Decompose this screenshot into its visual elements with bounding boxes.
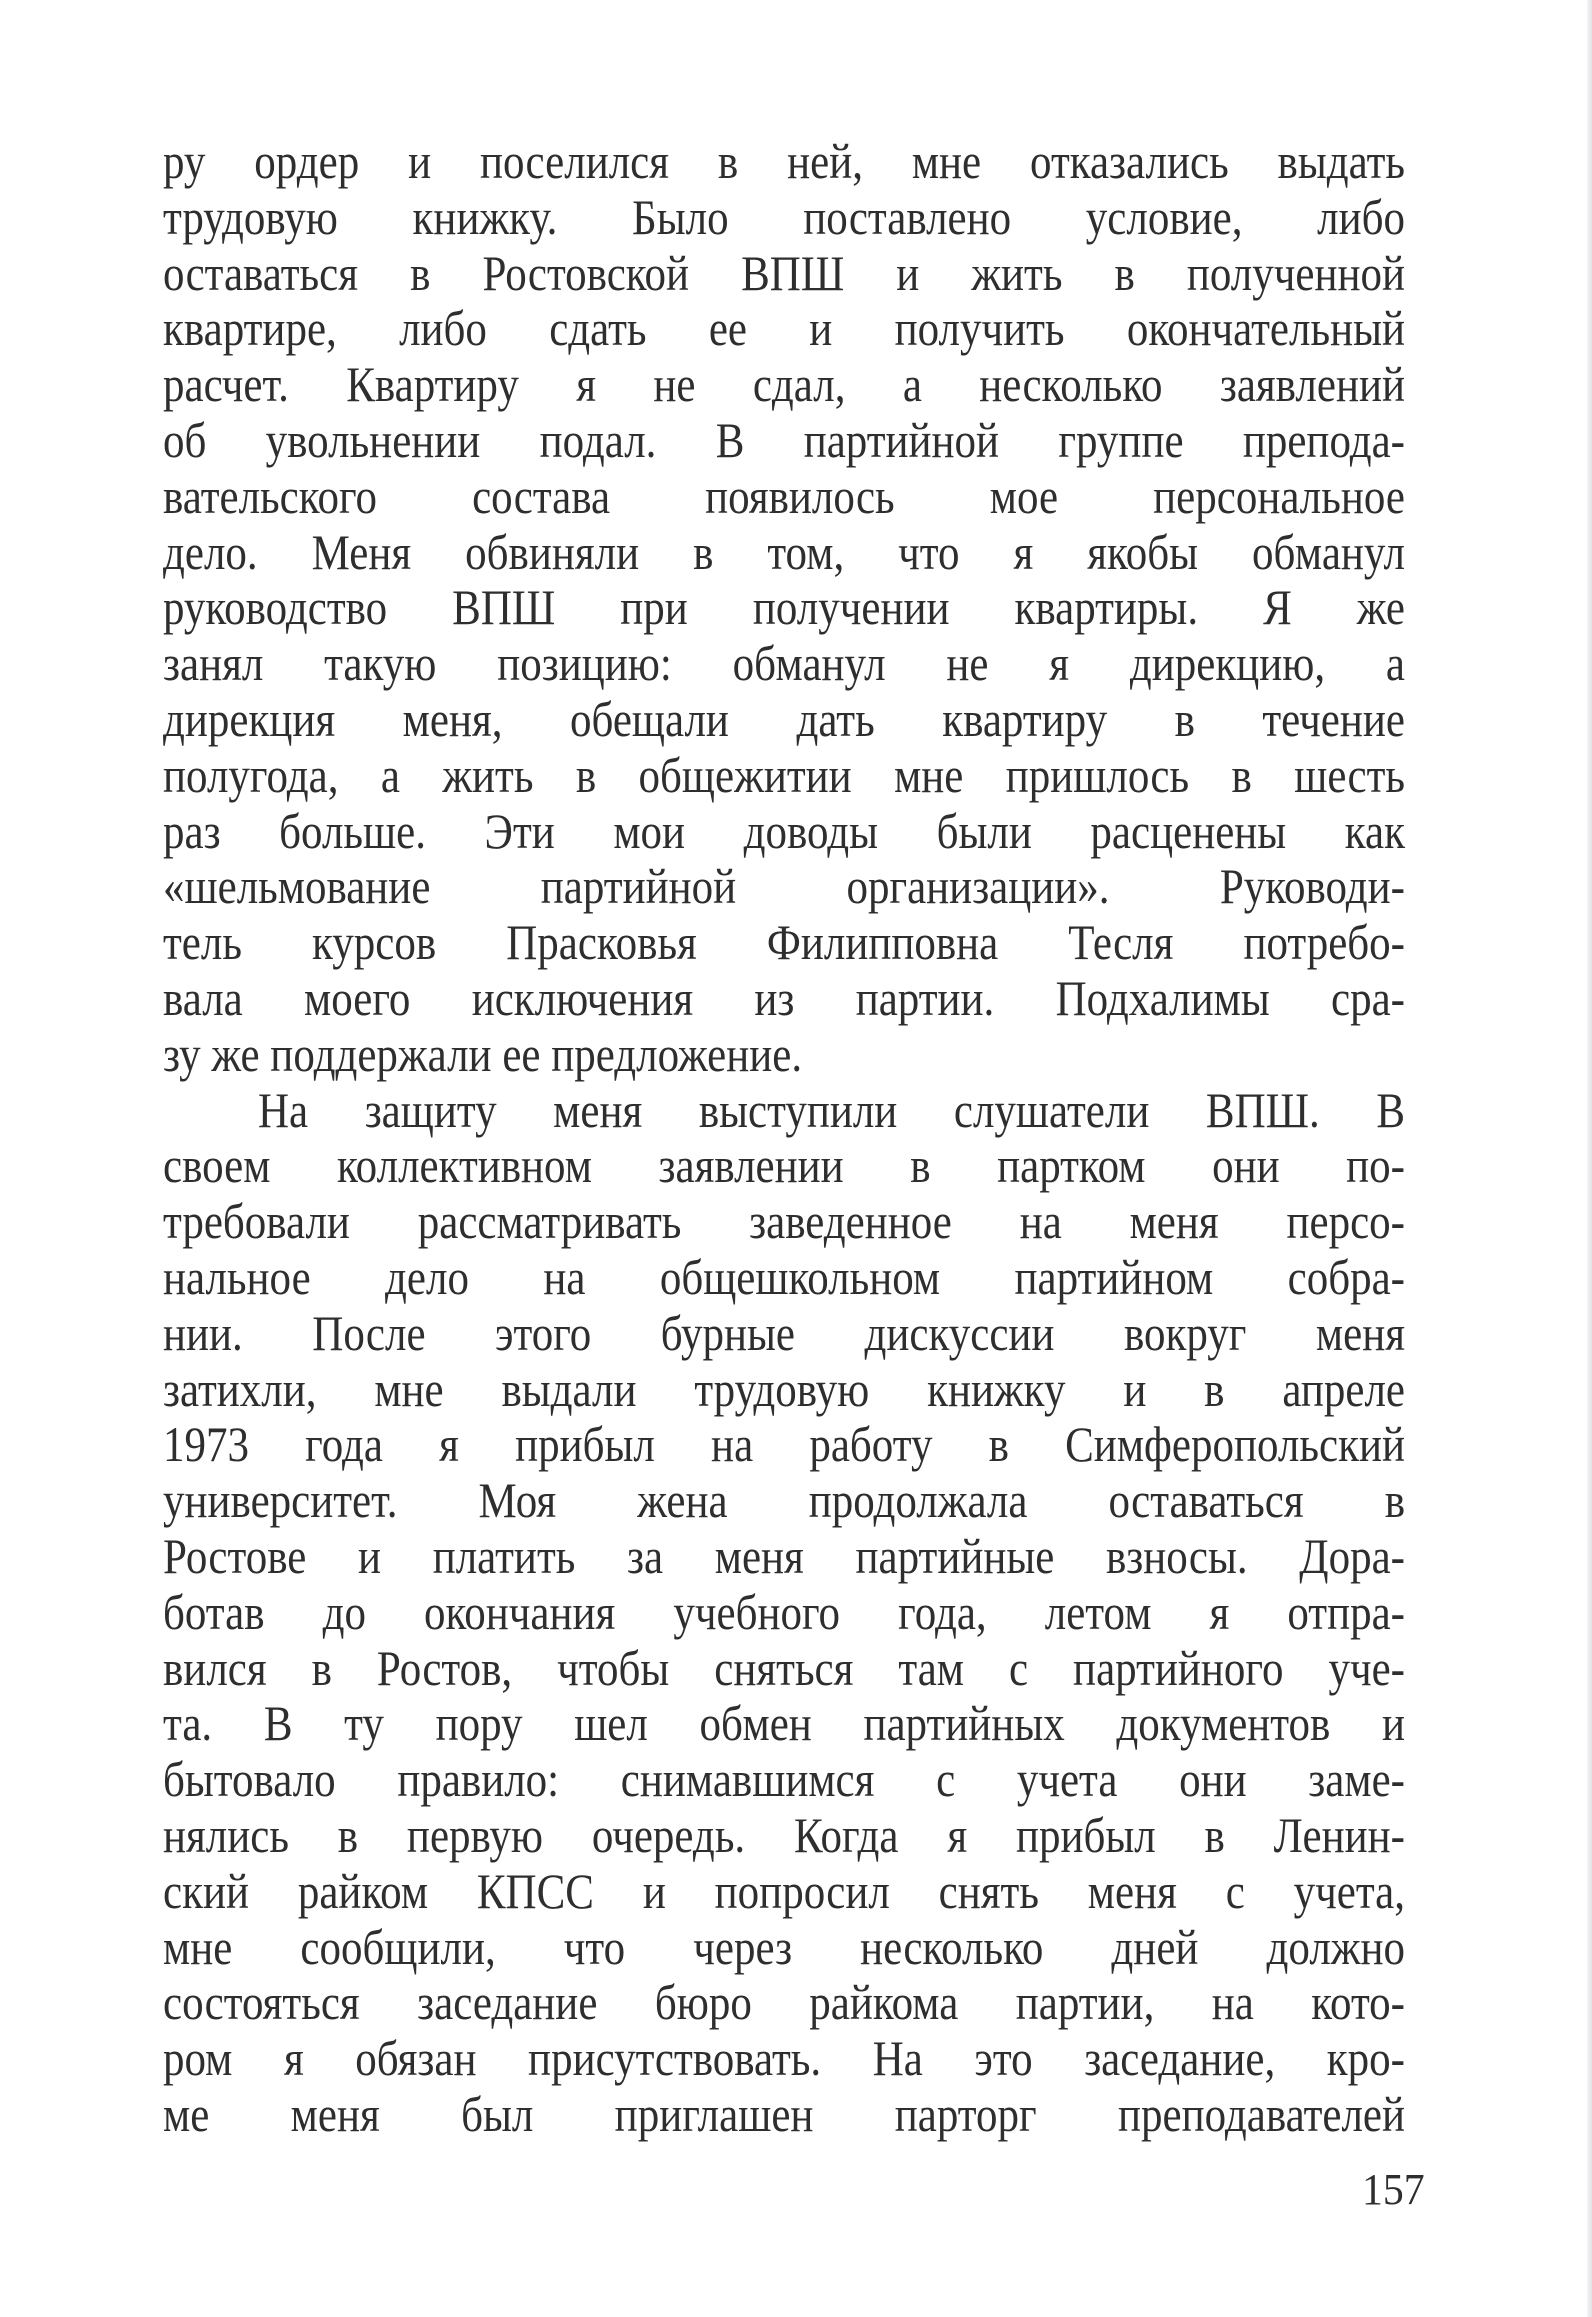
text-line: дело. Меня обвиняли в том, что я якобы обманул — [163, 523, 1405, 580]
text-line: та. В ту пору шел обмен партийных документов и — [163, 1695, 1405, 1752]
text-line: своем коллективном заявлении в партком они по- — [163, 1137, 1405, 1194]
text-line: зу же поддержали ее предложение. — [163, 1025, 803, 1082]
text-line: ром я обязан присутствовать. На это заседание, кро- — [163, 2030, 1405, 2087]
text-line: состояться заседание бюро райкома партии, на кото- — [163, 1974, 1405, 2031]
text-line: нальное дело на общешкольном партийном собра- — [163, 1249, 1405, 1305]
text-line: университет. Моя жена продолжала оставаться в — [163, 1472, 1405, 1529]
text-line: «шельмование партийной организации». Руководи- — [163, 858, 1405, 915]
text-line: вился в Ростов, чтобы сняться там с партийного уче- — [163, 1639, 1405, 1696]
text-line: полугода, а жить в общежитии мне пришлось в шесть — [163, 746, 1405, 803]
text-line: требовали рассматривать заведенное на меня персо- — [163, 1193, 1405, 1250]
text-line: нии. После этого бурные дискуссии вокруг меня — [163, 1304, 1405, 1361]
text-line: ме меня был приглашен парторг преподавателей — [163, 2086, 1405, 2142]
text-line: затихли, мне выдали трудовую книжку и в апреле — [163, 1360, 1405, 1417]
text-line: На защиту меня выступили слушатели ВПШ. В — [258, 1081, 1405, 1138]
text-line: руководство ВПШ при получении квартиры. Я же — [163, 579, 1405, 636]
text-line: дирекция меня, обещали дать квартиру в течение — [163, 691, 1405, 747]
page-number: 157 — [1362, 2165, 1425, 2214]
text-line: бытовало правило: снимавшимся с учета они заме- — [163, 1751, 1405, 1808]
text-line: об увольнении подал. В партийной группе препода- — [163, 412, 1405, 468]
text-line: квартире, либо сдать ее и получить окончательный — [163, 300, 1405, 357]
text-line: вательского состава появилось мое персональное — [163, 467, 1405, 524]
text-line: нялись в первую очередь. Когда я прибыл в Ленин- — [163, 1807, 1405, 1863]
text-line: 1973 года я прибыл на работу в Симферопольский — [163, 1416, 1405, 1473]
text-line: расчет. Квартиру я не сдал, а несколько заявлений — [163, 356, 1405, 413]
text-line: ский райком КПСС и попросил снять меня с учета, — [163, 1862, 1405, 1919]
text-line: Ростове и платить за меня партийные взносы. Дора- — [163, 1528, 1405, 1584]
text-line: оставаться в Ростовской ВПШ и жить в полученной — [163, 244, 1405, 301]
text-line: вала моего исключения из партии. Подхалимы сра- — [163, 970, 1405, 1026]
text-line: трудовую книжку. Было поставлено условие, либо — [163, 188, 1405, 245]
text-line: мне сообщили, что через несколько дней должно — [163, 1918, 1405, 1975]
page-edge — [1587, 0, 1592, 2317]
text-line: занял такую позицию: обманул не я дирекцию, а — [163, 635, 1405, 692]
text-line: ботав до окончания учебного года, летом я отпра- — [163, 1583, 1405, 1640]
text-line: ру ордер и поселился в ней, мне отказались выдать — [163, 133, 1405, 189]
text-line: раз больше. Эти мои доводы были расценены как — [163, 802, 1405, 859]
text-line: тель курсов Прасковья Филипповна Тесля потребо- — [163, 914, 1405, 971]
